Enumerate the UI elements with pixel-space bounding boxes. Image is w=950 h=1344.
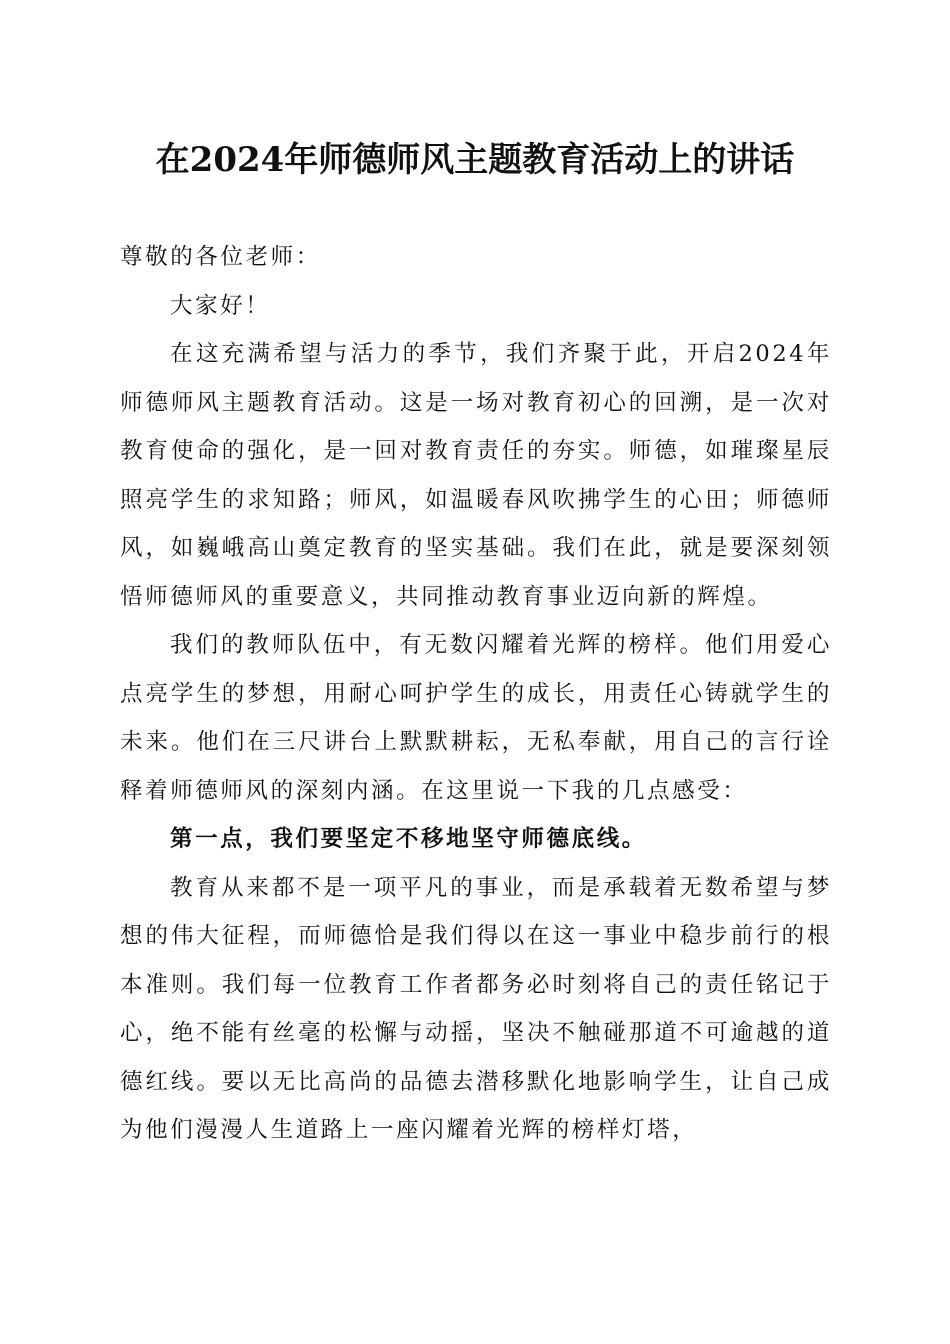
point-one-body: 教育从来都不是一项平凡的事业，而是承载着无数希望与梦想的伟大征程，而师德恰是我们得以在这一事业中稳步前行的根本准则。我们每一位教育工作者都务必时刻将自己的责任铭记于心，绝不能有丝毫的松懈与动摇，坚决不触碰那道不可逾越的道德红线。要以无比高尚的品德去潜移默化地影响学生，让自己成为他们漫漫人生道路上一座闪耀着光辉的榜样灯塔，	[120, 874, 832, 1143]
document-body	[120, 233, 832, 1155]
document-title: 在2024年师德师风主题教育活动上的讲话	[155, 140, 795, 180]
paragraph-role-models: 我们的教师队伍中，有无数闪耀着光辉的榜样。他们用爱心点亮学生的梦想，用耐心呵护学生的成长，用责任心铸就学生的未来。他们在三尺讲台上默默耕耘，无私奉献，用自己的言行诠释着师德师风的深刻内涵。在这里说一下我的几点感受：	[120, 632, 832, 804]
paragraph-intro: 在这充满希望与活力的季节，我们齐聚于此，开启2024年师德师风主题教育活动。这是一场对教育初心的回溯，是一次对教育使命的强化，是一回对教育责任的夯实。师德，如璀璨星辰照亮学生的求知路；师风，如温暖春风吹拂学生的心田；师德师风，如巍峨高山奠定教育的坚实基础。我们在此，就是要深刻领悟师德师风的重要意义，共同推动教育事业迈向新的辉煌。	[120, 341, 832, 610]
greeting: 大家好！	[170, 292, 271, 319]
point-one-heading: 第一点，我们要坚定不移地坚守师德底线。	[170, 826, 647, 852]
salutation: 尊敬的各位老师：	[120, 244, 321, 270]
